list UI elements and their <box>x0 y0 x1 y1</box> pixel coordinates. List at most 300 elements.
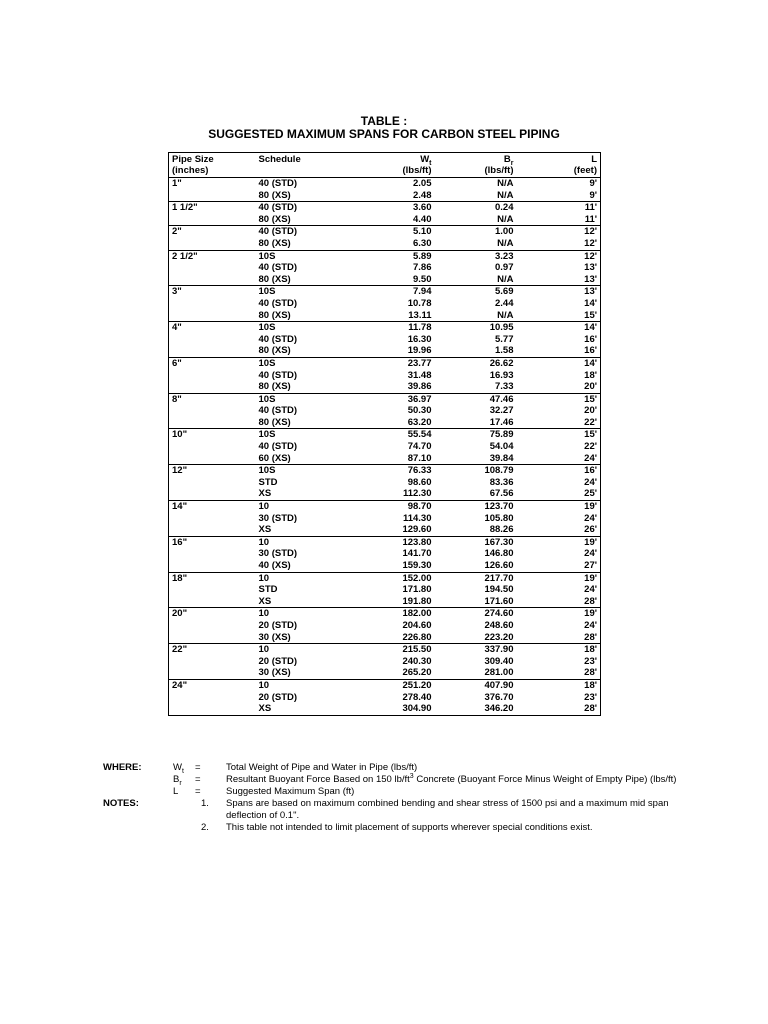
wt-cell: 265.20 <box>402 667 432 679</box>
where-label: WHERE: <box>103 762 142 773</box>
table-row <box>169 238 601 250</box>
br-cell: 248.60 <box>484 619 514 631</box>
table-row <box>169 667 601 679</box>
wt-cell: 171.80 <box>402 584 432 596</box>
schedule-cell: 40 (STD) <box>258 297 298 309</box>
wt-cell: 240.30 <box>402 655 432 667</box>
l-cell: 16' <box>584 345 597 357</box>
schedule-cell: 30 (STD) <box>258 548 298 560</box>
table-row <box>169 608 601 620</box>
pipe-size-cell: 14" <box>169 501 256 513</box>
schedule-cell: 80 (XS) <box>258 416 291 428</box>
br-cell: 75.89 <box>435 429 517 441</box>
br-cell: 47.46 <box>435 393 517 405</box>
wt-cell: 152.00 <box>352 572 435 584</box>
l-cell: 28' <box>584 631 597 643</box>
table-row <box>169 334 601 346</box>
wt-cell: 7.94 <box>352 286 435 298</box>
table-row <box>169 656 601 668</box>
br-cell: 376.70 <box>484 691 514 703</box>
where-eq-wt: = <box>195 762 201 773</box>
table-row <box>169 370 601 382</box>
table-row <box>169 620 601 632</box>
pipe-size-cell <box>169 513 256 525</box>
l-cell: 12' <box>584 237 597 249</box>
br-cell: 83.36 <box>489 476 514 488</box>
where-symbol-br <box>173 774 182 786</box>
schedule-cell: XS <box>258 703 272 715</box>
br-cell: 5.69 <box>435 286 517 298</box>
wt-cell: 4.40 <box>413 213 432 225</box>
schedule-cell: 40 (STD) <box>256 202 352 214</box>
wt-cell: 5.10 <box>352 226 435 238</box>
schedule-cell: 40 (STD) <box>258 405 298 417</box>
schedule-cell: 80 (XS) <box>258 381 291 393</box>
table-row <box>169 250 601 262</box>
pipe-size-cell <box>169 488 256 500</box>
br-cell: N/A <box>497 237 514 249</box>
br-cell: 146.80 <box>484 548 514 560</box>
schedule-cell: 80 (XS) <box>258 237 291 249</box>
header-br-unit: (lbs/ft) <box>484 165 514 176</box>
schedule-cell: 40 (XS) <box>258 560 291 571</box>
wt-cell: 114.30 <box>402 512 432 524</box>
note-2-number: 2. <box>201 822 209 833</box>
pipe-size-cell: 2 1/2" <box>169 250 256 262</box>
l-cell: 18' <box>517 679 601 691</box>
br-cell: 346.20 <box>484 703 514 715</box>
br-cell: 10.95 <box>435 322 517 334</box>
where-br-sub: r <box>179 779 182 787</box>
header-br-symbol: B <box>503 154 511 165</box>
schedule-cell: 20 (STD) <box>258 619 298 631</box>
br-cell: 105.80 <box>484 512 514 524</box>
pipe-size-cell: 10" <box>169 429 256 441</box>
pipe-size-cell: 16" <box>169 536 256 548</box>
table-row <box>169 679 601 691</box>
pipe-size-cell <box>169 262 256 274</box>
l-cell: 15' <box>517 429 601 441</box>
l-cell: 28' <box>584 703 597 715</box>
table-row <box>169 548 601 560</box>
pipe-size-cell: 18" <box>169 572 256 584</box>
l-cell: 24' <box>584 619 597 631</box>
br-cell: N/A <box>497 189 514 201</box>
wt-cell: 74.70 <box>407 441 432 453</box>
pipe-size-cell <box>169 370 256 382</box>
wt-cell: 251.20 <box>352 679 435 691</box>
table-body <box>169 178 601 716</box>
wt-cell: 50.30 <box>407 405 432 417</box>
table-row <box>169 596 601 608</box>
wt-cell: 76.33 <box>352 465 435 477</box>
l-cell: 15' <box>584 309 597 321</box>
wt-cell: 112.30 <box>402 488 432 500</box>
where-text-br <box>226 774 676 786</box>
where-symbol-l: L <box>173 786 179 797</box>
pipe-size-cell: 2" <box>169 226 256 238</box>
pipe-size-cell <box>169 703 256 715</box>
note-1-line-1: Spans are based on maximum combined bending and shear stress of 1500 psi and a maximum mid span <box>226 798 669 809</box>
where-br-text-b: Concrete (Buoyant Force Minus Weight of Empty Pipe) (lbs/ft) <box>413 774 677 785</box>
wt-cell: 304.90 <box>402 703 432 715</box>
pipe-size-cell <box>169 417 256 429</box>
schedule-cell: 40 (STD) <box>256 226 352 238</box>
l-cell: 19' <box>517 608 601 620</box>
l-cell: 13' <box>584 273 597 285</box>
table-row <box>169 226 601 238</box>
wt-cell: 11.78 <box>352 322 435 334</box>
schedule-cell: 80 (XS) <box>258 309 291 321</box>
wt-cell: 191.80 <box>402 595 432 607</box>
pipe-size-cell: 1 1/2" <box>169 202 256 214</box>
table-row <box>169 393 601 405</box>
pipe-size-cell <box>169 381 256 393</box>
table-row <box>169 453 601 465</box>
l-cell: 11' <box>584 213 597 225</box>
schedule-cell: 40 (STD) <box>258 262 298 274</box>
pipe-size-cell: 4" <box>169 322 256 334</box>
br-cell: 0.24 <box>435 202 517 214</box>
schedule-cell: 10 <box>256 679 352 691</box>
l-cell: 22' <box>584 441 597 453</box>
br-cell: 5.77 <box>495 333 514 345</box>
where-br-sup: 3 <box>409 772 414 780</box>
l-cell: 24' <box>584 476 597 488</box>
pipe-size-cell: 8" <box>169 393 256 405</box>
wt-cell: 3.60 <box>352 202 435 214</box>
table-title: SUGGESTED MAXIMUM SPANS FOR CARBON STEEL PIPING <box>208 127 560 141</box>
wt-cell: 98.70 <box>352 501 435 513</box>
wt-cell: 63.20 <box>407 416 432 428</box>
schedule-cell: 20 (STD) <box>258 655 298 667</box>
l-cell: 15' <box>517 393 601 405</box>
l-cell: 22' <box>584 416 597 428</box>
l-cell: 14' <box>584 297 597 309</box>
schedule-cell: 40 (STD) <box>256 178 352 190</box>
pipe-size-cell: 3" <box>169 286 256 298</box>
pipe-size-cell <box>169 548 256 560</box>
header-schedule <box>256 153 352 178</box>
table-row <box>169 477 601 489</box>
l-cell: 23' <box>584 655 597 667</box>
table-row <box>169 560 601 572</box>
br-cell: 16.93 <box>489 369 514 381</box>
table-row <box>169 536 601 548</box>
pipe-size-cell <box>169 190 256 202</box>
l-cell: 24' <box>584 548 597 560</box>
where-eq-br: = <box>195 774 201 785</box>
schedule-cell: 40 (STD) <box>258 441 298 453</box>
where-eq-l: = <box>195 786 201 797</box>
wt-cell: 6.30 <box>413 237 432 249</box>
br-cell: 39.84 <box>489 452 514 464</box>
l-cell: 9' <box>517 178 601 190</box>
br-cell: 1.58 <box>495 345 514 357</box>
schedule-cell: 10S <box>256 286 352 298</box>
schedule-cell: 30 (STD) <box>258 512 298 524</box>
br-cell: N/A <box>435 178 517 190</box>
br-cell: N/A <box>497 213 514 225</box>
table-label: TABLE : <box>360 114 408 128</box>
table-row <box>169 417 601 429</box>
header-wt-symbol: W <box>420 154 430 165</box>
table-row <box>169 381 601 393</box>
table-row <box>169 429 601 441</box>
wt-cell: 7.86 <box>413 262 432 274</box>
pipe-size-cell <box>169 441 256 453</box>
l-cell: 26' <box>584 524 597 536</box>
pipe-size-cell <box>169 477 256 489</box>
where-symbol-wt <box>173 762 184 774</box>
br-cell: 17.46 <box>489 416 514 428</box>
l-cell: 28' <box>584 667 597 679</box>
wt-cell: 87.10 <box>407 452 432 464</box>
l-cell: 25' <box>584 488 597 500</box>
wt-cell: 123.80 <box>352 536 435 548</box>
l-cell: 11' <box>517 202 601 214</box>
pipe-size-cell <box>169 692 256 704</box>
l-cell: 9' <box>589 189 597 201</box>
wt-cell: 2.48 <box>413 189 432 201</box>
wt-cell: 55.54 <box>352 429 435 441</box>
table-row <box>169 632 601 644</box>
table-row <box>169 644 601 656</box>
br-cell: 337.90 <box>435 644 517 656</box>
table-row <box>169 178 601 190</box>
wt-cell: 182.00 <box>352 608 435 620</box>
schedule-cell: 10 <box>256 608 352 620</box>
schedule-cell: 20 (STD) <box>258 691 298 703</box>
table-row <box>169 357 601 369</box>
br-cell: 3.23 <box>435 250 517 262</box>
l-cell: 19' <box>517 501 601 513</box>
pipe-size-cell <box>169 310 256 322</box>
l-cell: 19' <box>517 536 601 548</box>
br-cell: 309.40 <box>484 655 514 667</box>
schedule-cell: STD <box>258 584 278 596</box>
pipe-size-cell: 12" <box>169 465 256 477</box>
schedule-cell: 30 (XS) <box>258 667 291 679</box>
schedule-cell: XS <box>258 595 272 607</box>
note-1-number: 1. <box>201 798 209 809</box>
table-row <box>169 524 601 536</box>
schedule-cell: 40 (STD) <box>258 369 298 381</box>
schedule-cell: 10 <box>256 644 352 656</box>
pipe-size-cell: 24" <box>169 679 256 691</box>
header-l-symbol: L <box>591 154 597 165</box>
br-cell: N/A <box>497 309 514 321</box>
wt-cell: 141.70 <box>402 548 432 560</box>
wt-cell: 159.30 <box>402 560 432 571</box>
table-row <box>169 513 601 525</box>
schedule-cell: 30 (XS) <box>258 631 291 643</box>
table-row <box>169 488 601 500</box>
pipe-size-cell <box>169 334 256 346</box>
schedule-cell: 10S <box>256 429 352 441</box>
wt-cell: 31.48 <box>407 369 432 381</box>
wt-cell: 2.05 <box>352 178 435 190</box>
pipe-size-cell <box>169 632 256 644</box>
br-cell: 26.62 <box>435 357 517 369</box>
table-row <box>169 274 601 286</box>
header-wt <box>352 153 435 178</box>
schedule-cell: XS <box>258 488 272 500</box>
header-br-subscript: r <box>510 159 514 167</box>
pipe-size-cell <box>169 656 256 668</box>
schedule-cell: 80 (XS) <box>258 273 291 285</box>
where-text-l: Suggested Maximum Span (ft) <box>226 786 355 797</box>
header-wt-subscript: t <box>429 159 432 167</box>
br-cell: 274.60 <box>435 608 517 620</box>
l-cell: 23' <box>584 691 597 703</box>
br-cell: 167.30 <box>435 536 517 548</box>
wt-cell: 129.60 <box>402 524 432 536</box>
br-cell: 194.50 <box>484 584 514 596</box>
header-row <box>169 153 601 178</box>
table-row <box>169 441 601 453</box>
l-cell: 18' <box>517 644 601 656</box>
pipe-size-cell: 22" <box>169 644 256 656</box>
pipe-size-cell <box>169 405 256 417</box>
pipe-size-cell <box>169 524 256 536</box>
wt-cell: 204.60 <box>402 619 432 631</box>
wt-cell: 13.11 <box>408 309 432 321</box>
l-cell: 24' <box>584 512 597 524</box>
wt-cell: 19.96 <box>407 345 432 357</box>
br-cell: 1.00 <box>435 226 517 238</box>
br-cell: 108.79 <box>435 465 517 477</box>
br-cell: 7.33 <box>495 381 514 393</box>
where-wt-sub: t <box>181 767 184 775</box>
table-row <box>169 190 601 202</box>
notes-label: NOTES: <box>103 798 139 809</box>
br-cell: 171.60 <box>484 595 514 607</box>
where-wt-sym: W <box>173 762 182 773</box>
header-schedule-label: Schedule <box>258 154 301 165</box>
l-cell: 16' <box>517 465 601 477</box>
wt-cell: 226.80 <box>402 631 432 643</box>
note-2-line-1: This table not intended to limit placement of supports wherever special conditions exist. <box>226 822 593 833</box>
schedule-cell: 60 (XS) <box>258 452 291 464</box>
pipe-size-cell <box>169 238 256 250</box>
br-cell: 407.90 <box>435 679 517 691</box>
br-cell: N/A <box>497 273 514 285</box>
l-cell: 16' <box>584 333 597 345</box>
note-1-line-2: deflection of 0.1". <box>226 810 300 821</box>
pipe-size-cell: 20" <box>169 608 256 620</box>
pipe-size-cell <box>169 298 256 310</box>
table-row <box>169 572 601 584</box>
br-cell: 223.20 <box>484 631 514 643</box>
where-text-wt: Total Weight of Pipe and Water in Pipe (lbs/ft) <box>226 762 418 773</box>
table-row <box>169 322 601 334</box>
wt-cell: 5.89 <box>352 250 435 262</box>
schedule-cell: 10 <box>256 572 352 584</box>
schedule-cell: XS <box>258 524 272 536</box>
header-pipe-size-unit: (inches) <box>172 165 209 176</box>
wt-cell: 215.50 <box>352 644 435 656</box>
pipe-size-cell <box>169 453 256 465</box>
table-row <box>169 692 601 704</box>
schedule-cell: 10S <box>256 250 352 262</box>
br-cell: 281.00 <box>484 667 514 679</box>
pipe-size-cell <box>169 667 256 679</box>
schedule-cell: 10S <box>256 357 352 369</box>
pipe-size-cell: 6" <box>169 357 256 369</box>
pipe-size-cell <box>169 345 256 357</box>
l-cell: 24' <box>584 584 597 596</box>
l-cell: 20' <box>584 405 597 417</box>
pipe-size-cell: 1" <box>169 178 256 190</box>
header-pipe-size-label: Pipe Size <box>172 154 214 165</box>
pipe-size-cell <box>169 620 256 632</box>
schedule-cell: 80 (XS) <box>258 213 291 225</box>
table-row <box>169 405 601 417</box>
schedule-cell: STD <box>258 476 278 488</box>
where-br-sym: B <box>173 774 180 785</box>
br-cell: 54.04 <box>489 441 514 453</box>
wt-cell: 98.60 <box>407 476 432 488</box>
wt-cell: 10.78 <box>407 297 432 309</box>
schedule-cell: 80 (XS) <box>258 189 291 201</box>
schedule-cell: 10S <box>256 322 352 334</box>
schedule-cell: 10S <box>256 393 352 405</box>
table-row <box>169 501 601 513</box>
where-br-text-a: Resultant Buoyant Force Based on 150 lb/ft <box>226 774 410 785</box>
l-cell: 13' <box>517 286 601 298</box>
schedule-cell: 80 (XS) <box>258 345 291 357</box>
header-wt-unit: (lbs/ft) <box>402 165 432 176</box>
l-cell: 19' <box>517 572 601 584</box>
wt-cell: 36.97 <box>352 393 435 405</box>
l-cell: 13' <box>584 262 597 274</box>
header-br <box>435 153 517 178</box>
schedule-cell: 40 (STD) <box>258 333 298 345</box>
br-cell: 0.97 <box>495 262 514 274</box>
table-row <box>169 262 601 274</box>
br-cell: 123.70 <box>435 501 517 513</box>
table-row <box>169 703 601 715</box>
l-cell: 20' <box>584 381 597 393</box>
pipe-size-cell <box>169 560 256 572</box>
pipe-size-cell <box>169 274 256 286</box>
br-cell: 67.56 <box>489 488 514 500</box>
table-row <box>169 310 601 322</box>
l-cell: 14' <box>517 357 601 369</box>
l-cell: 27' <box>584 560 597 571</box>
spans-table <box>168 152 601 716</box>
wt-cell: 16.30 <box>407 333 432 345</box>
pipe-size-cell <box>169 214 256 226</box>
schedule-cell: 10 <box>256 536 352 548</box>
pipe-size-cell <box>169 584 256 596</box>
br-cell: 217.70 <box>435 572 517 584</box>
wt-cell: 278.40 <box>402 691 432 703</box>
table-row <box>169 286 601 298</box>
table-row <box>169 298 601 310</box>
table-row <box>169 584 601 596</box>
header-pipe-size <box>169 153 256 178</box>
l-cell: 12' <box>517 226 601 238</box>
wt-cell: 9.50 <box>413 273 432 285</box>
br-cell: 32.27 <box>489 405 514 417</box>
schedule-cell: 10S <box>256 465 352 477</box>
table-row <box>169 345 601 357</box>
wt-cell: 23.77 <box>352 357 435 369</box>
l-cell: 14' <box>517 322 601 334</box>
l-cell: 18' <box>584 369 597 381</box>
